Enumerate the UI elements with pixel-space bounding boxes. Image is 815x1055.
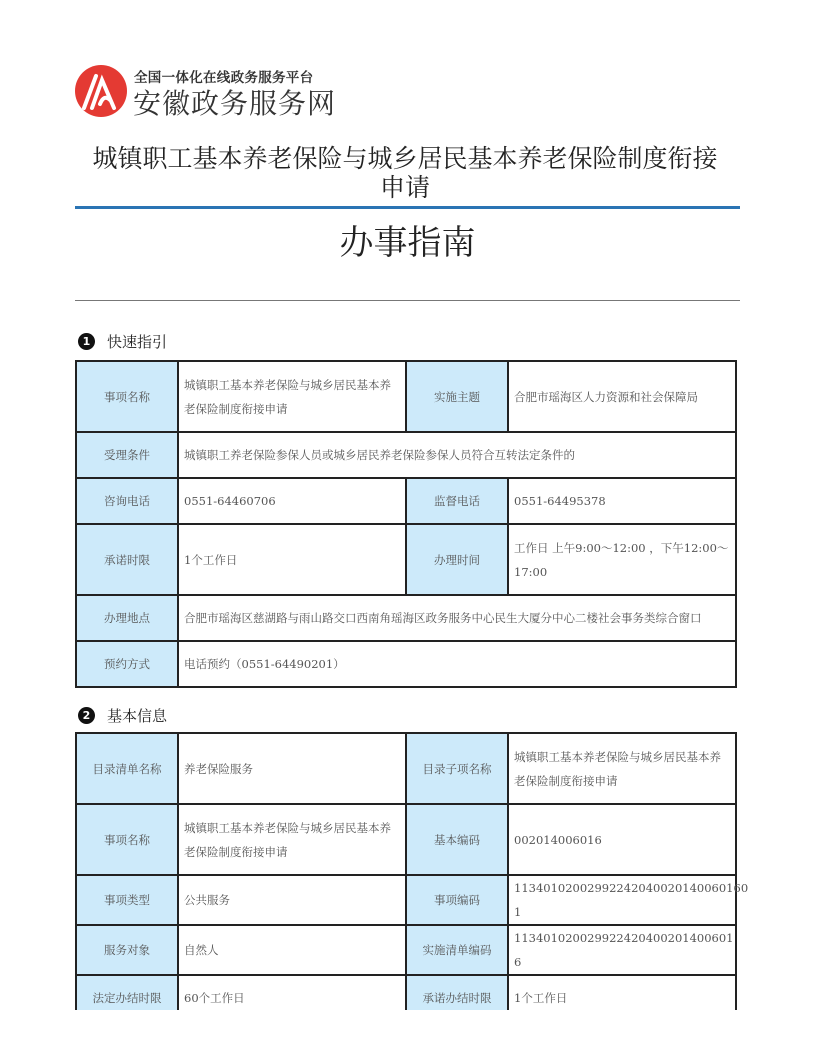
field-label: 事项名称 (76, 361, 178, 432)
guide-heading: 办事指南 (339, 223, 476, 263)
field-label: 实施清单编码 (406, 925, 508, 975)
field-value: 60个工作日 (178, 975, 406, 1021)
field-label: 受理条件 (76, 432, 178, 478)
field-value: 0551-64495378 (508, 478, 736, 524)
field-value: 1个工作日 (508, 975, 736, 1021)
field-value: 电话预约（0551-64490201） (178, 641, 736, 687)
table-row (76, 733, 736, 804)
field-value: 自然人 (178, 925, 406, 975)
field-label: 办理时间 (406, 524, 508, 595)
table-row (76, 595, 736, 641)
table-row (76, 925, 736, 975)
field-value: 113401020029922420400201400601​6 (508, 925, 736, 975)
section-label: 快速指引 (107, 333, 168, 351)
field-value: 城镇职工基本养老保险与城乡居民基本养老保险制度衔接申请 (178, 804, 406, 875)
logo-icon (74, 64, 128, 118)
page-bottom (0, 1010, 815, 1055)
logo-subtitle: 全国一体化在线政务服务平台 (134, 70, 314, 86)
field-label: 事项名称 (76, 804, 178, 875)
field-label: 监督电话 (406, 478, 508, 524)
table-row (76, 641, 736, 687)
field-label: 服务对象 (76, 925, 178, 975)
field-value: 002014006016 (508, 804, 736, 875)
field-value: 合肥市瑶海区人力资源和社会保障局 (508, 361, 736, 432)
field-label: 咨询电话 (76, 478, 178, 524)
field-label: 事项编码 (406, 875, 508, 925)
field-value: 工作日 上午9:00～12:00 ，下午12:00～17:00 (508, 524, 736, 595)
section-basic-info (78, 705, 167, 726)
number-badge: 1 (78, 333, 95, 350)
field-value: 城镇职工基本养老保险与城乡居民基本养老保险制度衔接申请 (508, 733, 736, 804)
title-line2: 申请 (379, 173, 430, 202)
table-row (76, 804, 736, 875)
table-row (76, 361, 736, 432)
field-value: 0551-64460706 (178, 478, 406, 524)
field-value: 城镇职工养老保险参保人员或城乡居民养老保险参保人员符合互转法定条件的 (178, 432, 736, 478)
divider (75, 206, 740, 209)
field-value: 公共服务 (178, 875, 406, 925)
field-label: 事项类型 (76, 875, 178, 925)
field-label: 法定办结时限 (76, 975, 178, 1021)
number-badge: 2 (78, 707, 95, 724)
title-line1: 城镇职工基本养老保险与城乡居民基本养老保险制度衔接 (92, 144, 718, 173)
divider (75, 300, 740, 301)
field-label: 承诺时限 (76, 524, 178, 595)
table-row (76, 524, 736, 595)
field-value: 1个工作日 (178, 524, 406, 595)
field-value: 11340102002992242040020140060160​1 (508, 875, 736, 925)
field-value: 城镇职工基本养老保险与城乡居民基本养老保险制度衔接申请 (178, 361, 406, 432)
field-label: 基本编码 (406, 804, 508, 875)
basic-info-table (75, 732, 749, 1022)
field-label: 承诺办结时限 (406, 975, 508, 1021)
field-label: 目录子项名称 (406, 733, 508, 804)
table-row (76, 478, 736, 524)
field-label: 目录清单名称 (76, 733, 178, 804)
section-quick-guide (78, 331, 167, 352)
field-label: 办理地点 (76, 595, 178, 641)
page-title (75, 144, 735, 202)
logo-name: 安徽政务服务网 (133, 87, 337, 120)
section-label: 基本信息 (107, 707, 168, 725)
field-value: 养老保险服务 (178, 733, 406, 804)
field-label: 实施主题 (406, 361, 508, 432)
field-value: 合肥市瑶海区慈湖路与雨山路交口西南角瑶海区政务服务中心民生大厦分中心二楼社会事务类综合窗口 (178, 595, 736, 641)
field-label: 预约方式 (76, 641, 178, 687)
table-row (76, 875, 736, 925)
quick-guide-table (75, 360, 737, 688)
table-row (76, 432, 736, 478)
